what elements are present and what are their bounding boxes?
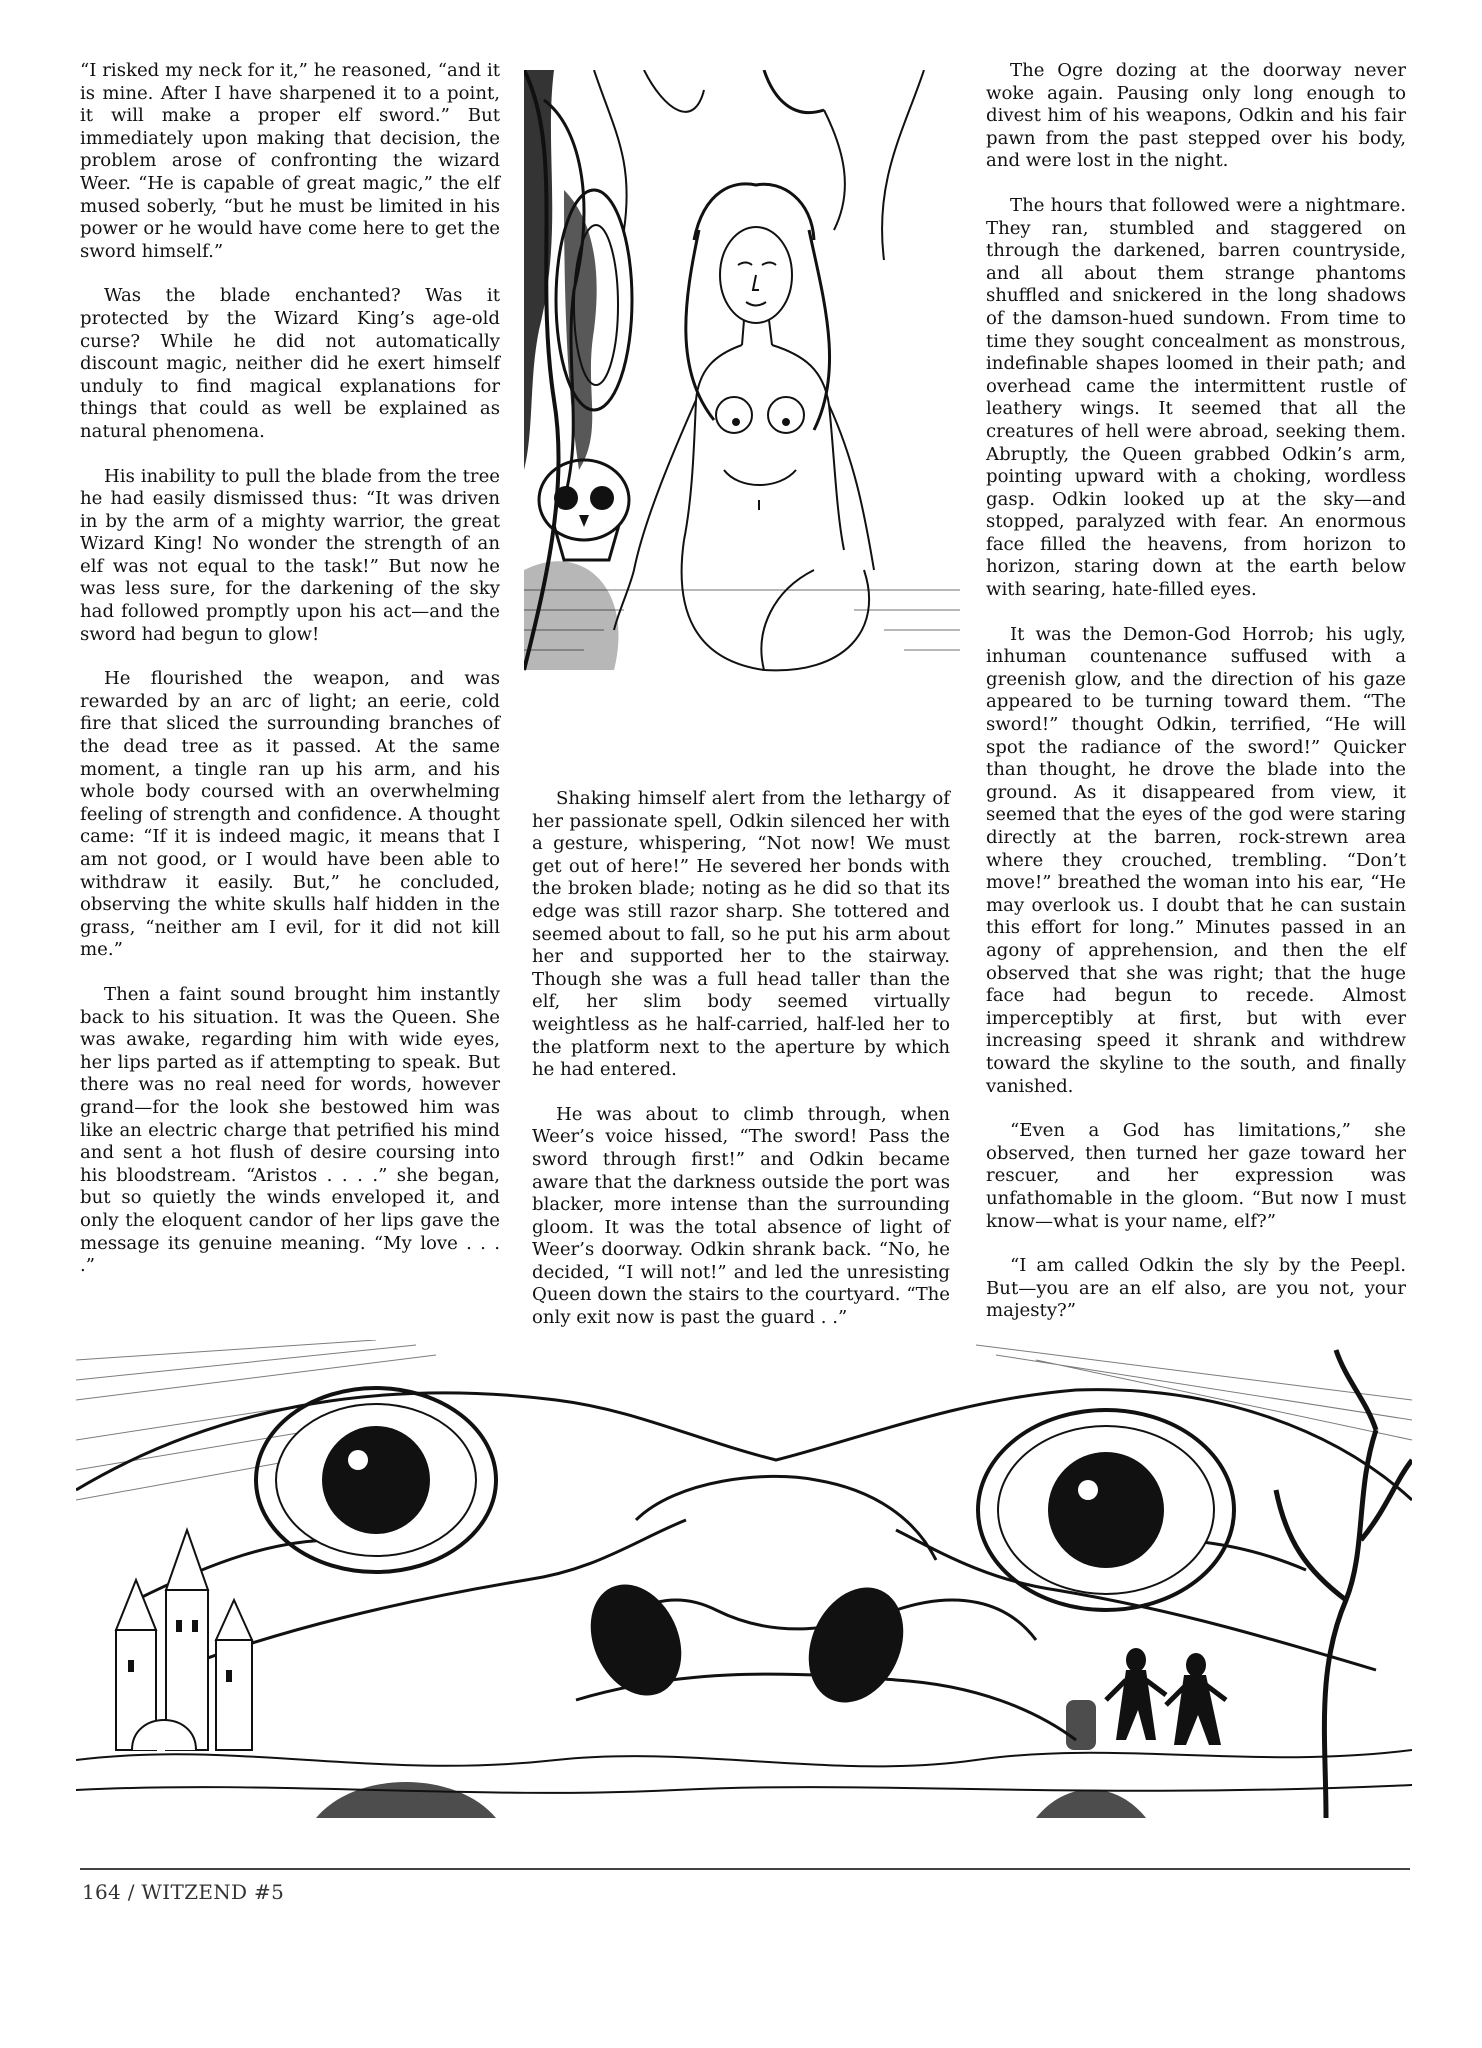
paragraph: It was the Demon-God Horrob; his ugly, inhuman countenance suffused with a greenish glow, and the direction of his gaze appeared to be turning toward them. “The sword!” thought Odkin, terrified, “He will spot the radiance of the sword!” Quicker than thought, he drove the blade into the ground. As it disappeared from view, it seemed that the eyes of the god were staring directly at the barren, rock-strewn area where they crouched, trembling. “Don’t move!” breathed the woman into his ear, “He may overlook us. I doubt that he can sustain this effort for long.” Minutes passed in an agony of apprehension, and then the elf observed that she was right; that the huge face had begun to recede. Almost imperceptibly at first, but with ever increasing speed it shrank and withdrew toward the skyline to the south, and finally vanished.	[986, 623, 1406, 1097]
demon-face-illustration	[76, 1340, 1412, 1818]
paragraph: “I risked my neck for it,” he reasoned, “and it is mine. After I have sharpened it to a point, it will make a proper elf sword.” But immediately upon making that decision, the problem arose of confronting the wizard Weer. “He is capable of great magic,” the elf mused soberly, “but he must be limited in his power or he would have come here to get the sword himself.”	[80, 60, 500, 262]
paragraph: Then a faint sound brought him instantly back to his situation. It was the Queen. She was awake, regarding him with wide eyes, her lips parted as if attempting to speak. But there was no real need for words, however grand—for the look she bestowed him was like an electric charge that petrified his mind and sent a hot flush of desire coursing into his bloodstream. “Aristos . . . .” she began, but so quietly the winds enveloped it, and only the eloquent candor of her lips gave the message its genuine meaning. “My love . . . .”	[80, 983, 500, 1277]
paragraph: His inability to pull the blade from the tree he had easily dismissed thus: “It was driven in by the arm of a mighty warrior, the great Wizard King! No wonder the strength of an elf was not equal to the task!” But now he was less sure, for the darkening of the sky had followed promptly upon his act—and the sword had begun to glow!	[80, 465, 500, 645]
paragraph: He flourished the weapon, and was rewarded by an arc of light; an eerie, cold fire that sliced the surrounding branches of the dead tree as it passed. At the same moment, a tingle ran up his arm, and his whole body coursed with an overwhelming feeling of strength and confidence. A thought came: “If it is indeed magic, it means that I am not good, or I would have been able to withdraw it easily. But,” he concluded, observing the white skulls half hidden in the grass, “neither am I evil, for it did not kill me.”	[80, 668, 500, 961]
text-column-middle	[532, 788, 950, 1352]
paragraph: Shaking himself alert from the lethargy of her passionate spell, Odkin silenced her with a gesture, whispering, “Not now! We must get out of here!” He severed her bonds with the broken blade; noting as he did so that its edge was still razor sharp. She tottered and seemed about to fall, so he put his arm about her and supported her to the stairway. Though she was a full head taller than the elf, her slim body seemed virtually weightless as he half-carried, half-led her to the platform next to the aperture by which he had entered.	[532, 788, 950, 1081]
page-footer: 164 / WITZEND #5	[82, 1880, 285, 1904]
paragraph: “Even a God has limitations,” she observed, then turned her gaze toward her rescuer, and her expression was unfathomable in the gloom. “But now I must know—what is your name, elf?”	[986, 1120, 1406, 1232]
text-column-right	[986, 60, 1406, 1345]
paragraph: “I am called Odkin the sly by the Peepl. But—you are an elf also, are you not, your majesty?”	[986, 1255, 1406, 1322]
paragraph: He was about to climb through, when Weer’s voice hissed, “The sword! Pass the sword through first!” and Odkin became aware that the darkness outside the port was blacker, more intense than the surrounding gloom. It was the total absence of light of Weer’s doorway. Odkin shrank back. “No, he decided, “I will not!” and led the unresisting Queen down the stairs to the courtyard. “The only exit now is past the guard . .”	[532, 1103, 950, 1329]
paragraph: Was the blade enchanted? Was it protected by the Wizard King’s age-old curse? While he did not automatically discount magic, neither did he exert himself unduly to find magical explanations for things that could as well be explained as natural phenomena.	[80, 285, 500, 442]
footer-rule	[80, 1868, 1410, 1870]
text-column-left	[80, 60, 500, 1300]
queen-illustration	[524, 70, 960, 750]
paragraph: The hours that followed were a nightmare. They ran, stumbled and staggered on through the darkened, barren countryside, and all about them strange phantoms shuffled and snickered in the long shadows of the damson-hued sundown. From time to time they sought concealment as monstrous, indefinable shapes loomed in their path; and overhead came the intermittent rustle of leathery wings. It seemed that all the creatures of hell were abroad, seeking them. Abruptly, the Queen grabbed Odkin’s arm, pointing upward with a choking, wordless gasp. Odkin looked up at the sky—and stopped, paralyzed with fear. An enormous face filled the heavens, from horizon to horizon, staring down at the earth below with searing, hate-filled eyes.	[986, 194, 1406, 601]
paragraph: The Ogre dozing at the doorway never woke again. Pausing only long enough to divest him of his weapons, Odkin and his fair pawn from the past stepped over his body, and were lost in the night.	[986, 60, 1406, 172]
